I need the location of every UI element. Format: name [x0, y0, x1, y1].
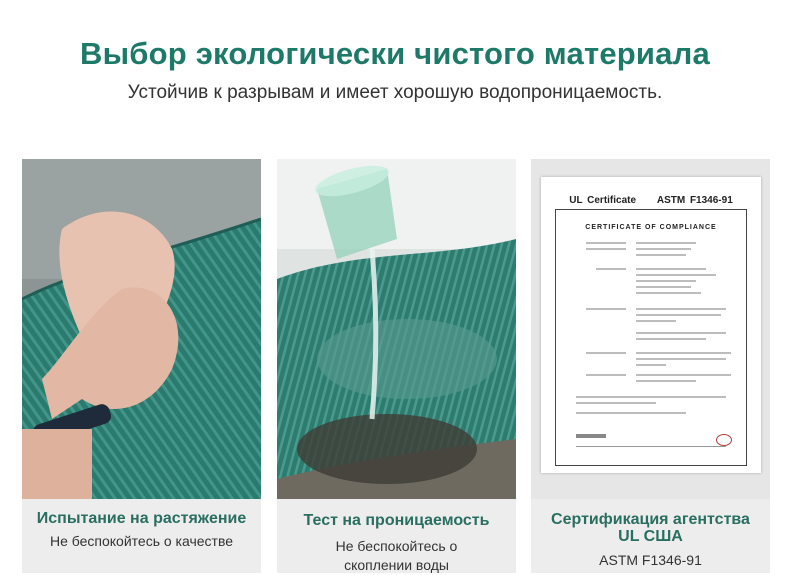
- caption-subtitle-line1: Не беспокойтесь о: [335, 538, 458, 554]
- caption-ul-certification: [531, 499, 770, 573]
- caption-permeability-test: [277, 499, 516, 573]
- certificate-document: [541, 177, 761, 473]
- ul-certificate-image: [531, 159, 770, 499]
- caption-subtitle-line2: скоплении воды: [344, 557, 449, 573]
- caption-title: Тест на проницаемость: [303, 512, 490, 529]
- page-subtitle: Устойчив к разрывам и имеет хорошую водопроницаемость.: [127, 82, 663, 103]
- certificate-header-right: ASTM F1346-91: [656, 195, 733, 206]
- caption-title-line2: UL США: [618, 528, 683, 545]
- caption-title: Испытание на растяжение: [36, 510, 247, 527]
- certificate-header-left: UL Certificate: [569, 195, 637, 206]
- certificate-body: [555, 209, 747, 466]
- permeability-test-photo: [277, 159, 516, 499]
- caption-tensile-test: [22, 499, 261, 573]
- caption-title-line1: Сертификация агентства: [551, 511, 750, 528]
- caption-subtitle: Не беспокойтесь о качестве: [49, 533, 234, 549]
- caption-subtitle: ASTM F1346-91: [599, 552, 702, 568]
- certificate-title: CERTIFICATE OF COMPLIANCE: [585, 224, 717, 231]
- page-title: Выбор экологически чистого материала: [80, 36, 710, 71]
- tensile-test-photo: [22, 159, 261, 499]
